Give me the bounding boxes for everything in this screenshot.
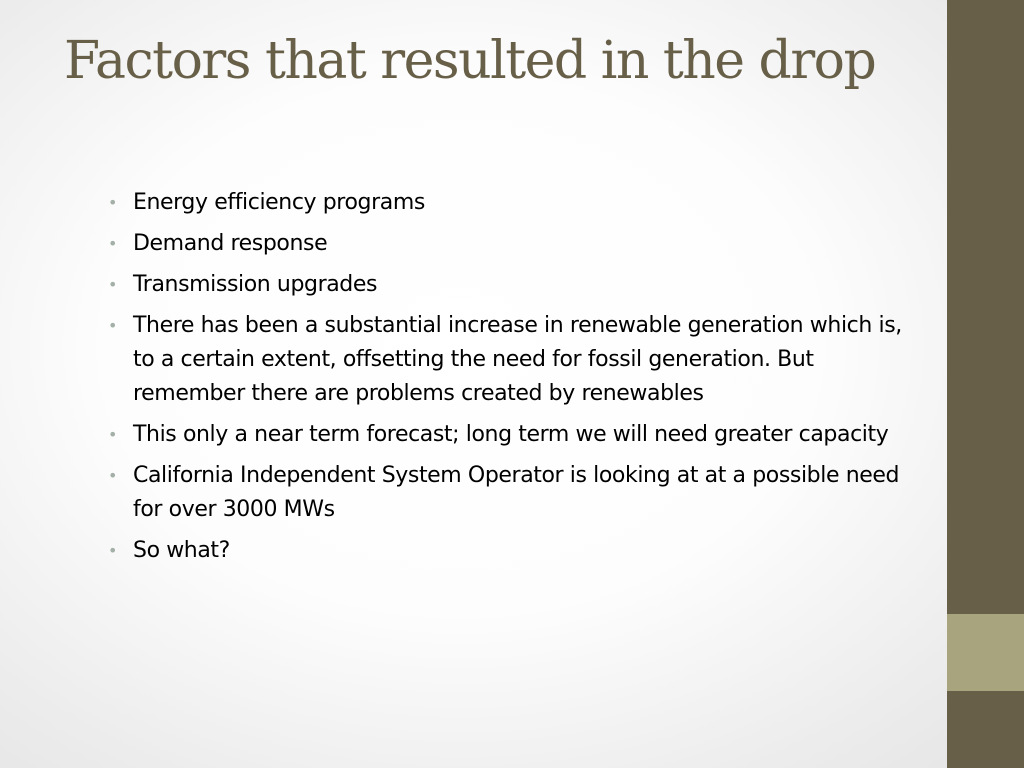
bullet-item — [108, 418, 908, 452]
decorative-sidebar-accent — [947, 614, 1024, 691]
bullet-text: There has been a substantial increase in renewable generation which is, to a certain extent, offsetting the need for fossil generation. But remember there are problems created by renewables — [133, 313, 902, 406]
bullet-text: Energy efficiency programs — [133, 190, 425, 215]
bullet-text: This only a near term forecast; long term we will need greater capacity — [133, 422, 889, 447]
bullet-item — [108, 534, 908, 568]
bullet-item — [108, 268, 908, 302]
bullet-text: Demand response — [133, 231, 328, 256]
bullet-icon: • — [108, 234, 118, 253]
bullet-item — [108, 459, 908, 527]
bullet-text: So what? — [133, 538, 230, 563]
bullet-icon: • — [108, 425, 118, 444]
bullet-item — [108, 186, 908, 220]
bullet-icon: • — [108, 316, 118, 335]
bullet-text: Transmission upgrades — [133, 272, 378, 297]
bullet-list — [108, 186, 908, 575]
bullet-text: California Independent System Operator is looking at at a possible need for over 3000 MWs — [133, 463, 900, 522]
bullet-item — [108, 227, 908, 261]
bullet-icon: • — [108, 275, 118, 294]
bullet-icon: • — [108, 193, 118, 212]
bullet-item — [108, 309, 908, 411]
bullet-icon: • — [108, 466, 118, 485]
bullet-icon: • — [108, 541, 118, 560]
slide-title: Factors that resulted in the drop — [64, 31, 876, 91]
